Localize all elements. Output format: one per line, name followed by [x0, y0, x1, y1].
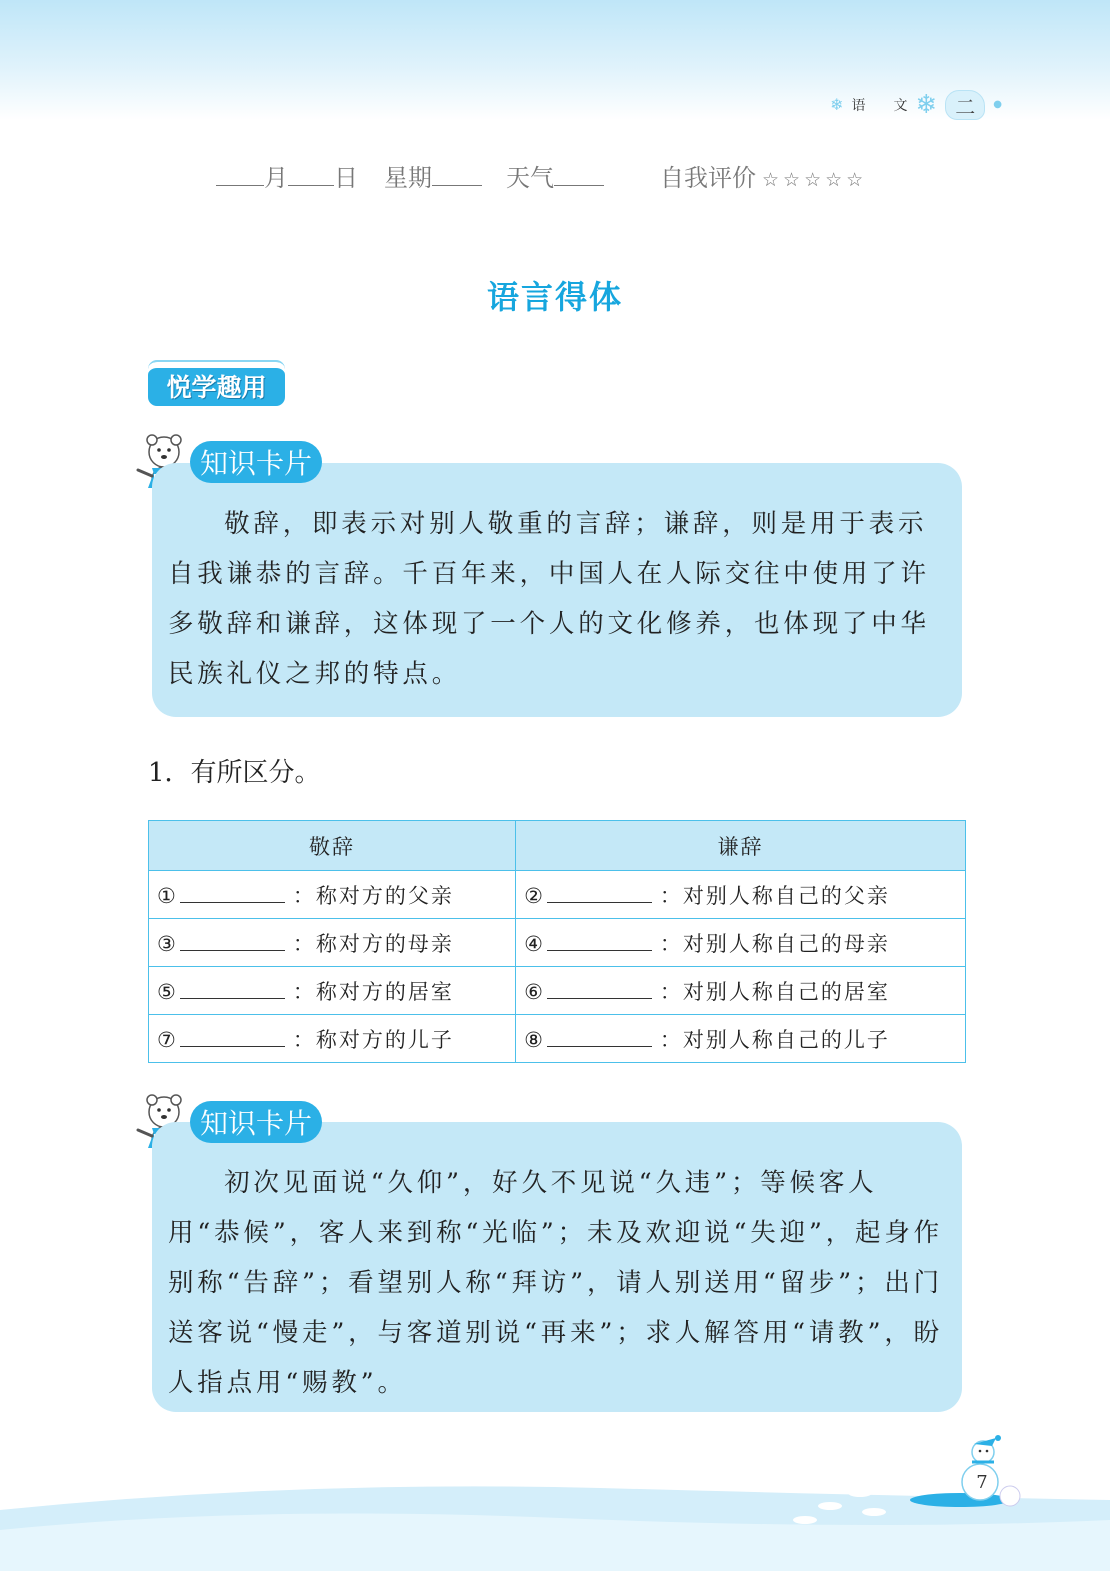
- page-number: 7: [976, 1471, 988, 1493]
- answer-blank[interactable]: [180, 932, 285, 951]
- table-row: [149, 871, 966, 919]
- date-row: [216, 158, 916, 193]
- day-label: 日: [334, 164, 358, 192]
- item-number: ①: [157, 883, 178, 908]
- knowledge-card-tab-label: 知识卡片: [200, 447, 313, 480]
- month-blank[interactable]: [216, 163, 264, 186]
- table-row: [149, 1015, 966, 1063]
- item-number: ②: [524, 883, 545, 908]
- table-cell: [149, 1015, 516, 1063]
- subject-char-2: 文: [893, 98, 908, 114]
- subject-char-1: 语: [851, 98, 866, 114]
- answer-blank[interactable]: [547, 932, 652, 951]
- honorific-table: [148, 820, 966, 1063]
- weather-blank[interactable]: [554, 163, 604, 186]
- weekday-label: 星期: [384, 164, 432, 192]
- item-desc: ：对别人称自己的母亲: [659, 931, 890, 956]
- table-cell: [516, 1015, 966, 1063]
- knowledge-card-text: 敬辞，即表示对别人敬重的言辞；谦辞，则是用于表示自我谦恭的言辞。千百年来，中国人在人际交往中使用了许多敬辞和谦辞，这体现了一个人的文化修养，也体现了中华民族礼仪之邦的特点。: [168, 509, 930, 689]
- snowflake-icon: ❄: [830, 95, 844, 114]
- weekday-blank[interactable]: [432, 163, 482, 186]
- knowledge-card-text: 初次见面说“久仰”，好久不见说“久违”；等候客人用“恭候”，客人来到称“光临”；未及欢迎说“失迎”，起身作别称“告辞”；看望别人称“拜访”，请人别送用“留步”；出门送客说“慢走”，与客道别说“再来”；求人解答用“请教”，盼人指点用“赐教”。: [168, 1168, 943, 1398]
- day-blank[interactable]: [288, 163, 334, 186]
- snowflake-icon: ❄: [915, 90, 938, 120]
- knowledge-card: [152, 1122, 962, 1412]
- answer-blank[interactable]: [180, 1028, 285, 1047]
- item-desc: ：对别人称自己的父亲: [659, 883, 890, 908]
- answer-blank[interactable]: [180, 884, 285, 903]
- item-number: ⑥: [524, 979, 545, 1004]
- table-cell: [516, 967, 966, 1015]
- table-cell: [149, 871, 516, 919]
- snow-ground-decoration: [0, 1460, 1110, 1571]
- question-1: 1．有所区分。: [148, 758, 321, 788]
- knowledge-card: [152, 463, 962, 717]
- item-desc: ：称对方的母亲: [292, 931, 454, 956]
- table-cell: [149, 919, 516, 967]
- item-desc: ：称对方的父亲: [292, 883, 454, 908]
- knowledge-card-tab: [190, 1101, 322, 1143]
- item-number: ⑧: [524, 1027, 545, 1052]
- table-row: [149, 919, 966, 967]
- grade-label: 二: [955, 94, 976, 119]
- knowledge-card-tab: [190, 441, 322, 483]
- table-row: [149, 967, 966, 1015]
- rating-stars[interactable]: ☆☆☆☆☆: [762, 169, 868, 191]
- item-desc: ：称对方的儿子: [292, 1027, 454, 1052]
- item-desc: ：对别人称自己的儿子: [659, 1027, 890, 1052]
- weather-label: 天气: [506, 164, 554, 192]
- self-eval-label: 自我评价: [660, 164, 756, 192]
- month-label: 月: [264, 164, 288, 192]
- snowflake-icon: ●: [993, 99, 1002, 110]
- answer-blank[interactable]: [547, 884, 652, 903]
- answer-blank[interactable]: [547, 1028, 652, 1047]
- item-number: ③: [157, 931, 178, 956]
- table-cell: [149, 967, 516, 1015]
- item-number: ⑤: [157, 979, 178, 1004]
- knowledge-card-tab-label: 知识卡片: [200, 1107, 313, 1140]
- table-cell: [516, 919, 966, 967]
- answer-blank[interactable]: [547, 980, 652, 999]
- grade-badge: [945, 90, 985, 120]
- answer-blank[interactable]: [180, 980, 285, 999]
- section-tag-label: 悦学趣用: [166, 373, 267, 402]
- item-desc: ：称对方的居室: [292, 979, 454, 1004]
- item-number: ④: [524, 931, 545, 956]
- table-header-respectful: 敬辞: [149, 821, 516, 871]
- section-tag: [148, 360, 285, 406]
- page-title: 语言得体: [486, 278, 623, 316]
- item-number: ⑦: [157, 1027, 178, 1052]
- header-subject: [830, 88, 1002, 122]
- item-desc: ：对别人称自己的居室: [659, 979, 890, 1004]
- table-cell: [516, 871, 966, 919]
- table-header-humble: 谦辞: [516, 821, 966, 871]
